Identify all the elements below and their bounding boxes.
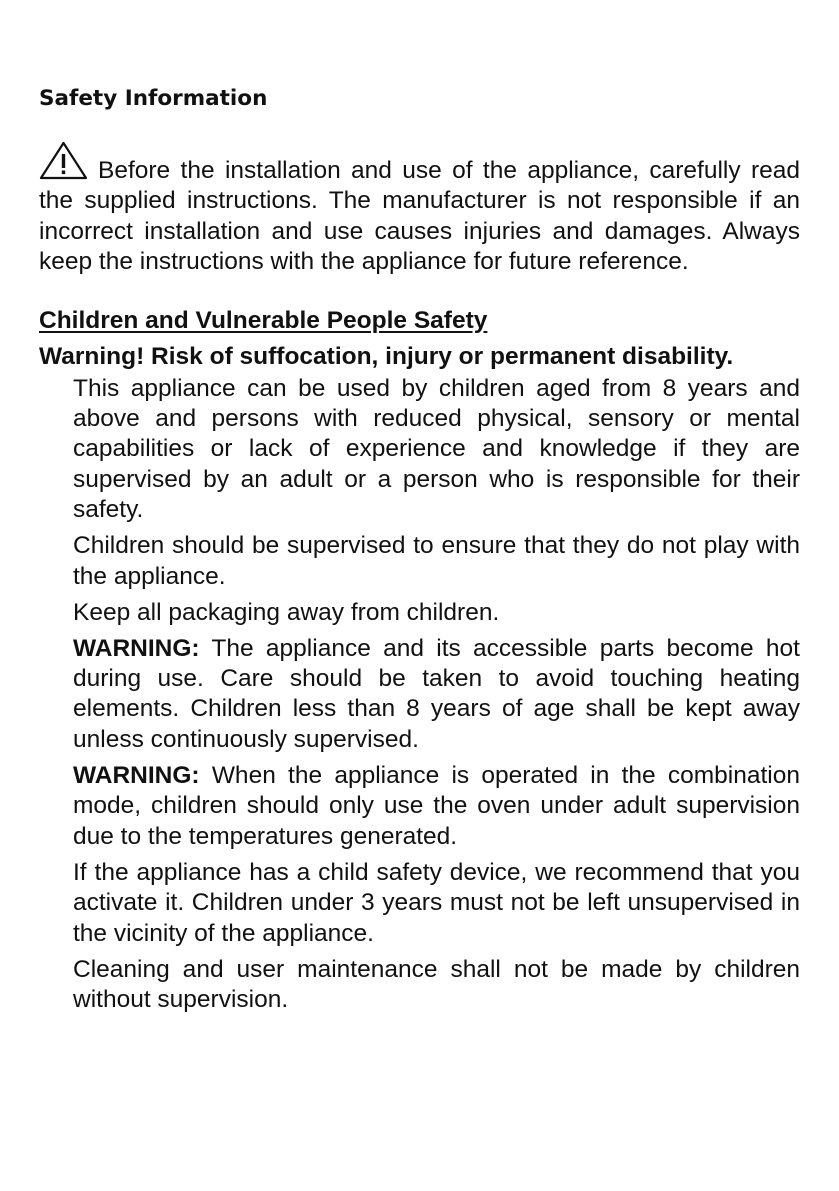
section-title: Safety Information	[39, 86, 268, 111]
list-item: Keep all packaging away from children.	[73, 598, 500, 626]
intro-text: Before the installation and use of the appliance, carefully read the supplied instructions. The manufacturer is not responsible if an incorrect installation and use causes injuries and damages. Always keep the instructions with the appliance for future reference.	[39, 157, 800, 276]
list-item: WARNING: The appliance and its accessible parts become hot during use. Care should be taken to avoid touching heating elements. Children less than 8 years of age shall be kept away unless continuously supervised.	[73, 634, 800, 753]
warning-label: WARNING:	[73, 634, 200, 662]
list-item: Children should be supervised to ensure that they do not play with the appliance.	[73, 532, 800, 590]
list-item: If the appliance has a child safety device, we recommend that you activate it. Children under 3 years must not be left unsupervised in the vicinity of the appliance.	[73, 858, 800, 947]
intro-paragraph	[39, 141, 800, 278]
document-page	[39, 84, 800, 1021]
list-item: WARNING: When the appliance is operated in the combination mode, children should only use the oven under adult supervision due to the temperatures generated.	[73, 761, 800, 850]
list-item: Cleaning and user maintenance shall not be made by children without supervision.	[73, 955, 800, 1013]
children-safety-heading: Children and Vulnerable People Safety	[39, 306, 488, 334]
safety-list	[39, 374, 800, 1016]
list-item: This appliance can be used by children aged from 8 years and above and persons with reduced physical, sensory or mental capabilities or lack of experience and knowledge if they are supervised by an adult or a person who is responsible for their safety.	[73, 374, 800, 524]
warning-triangle-icon	[39, 141, 88, 181]
suffocation-warning: Warning! Risk of suffocation, injury or permanent disability.	[39, 342, 734, 370]
warning-label: WARNING:	[73, 761, 200, 789]
